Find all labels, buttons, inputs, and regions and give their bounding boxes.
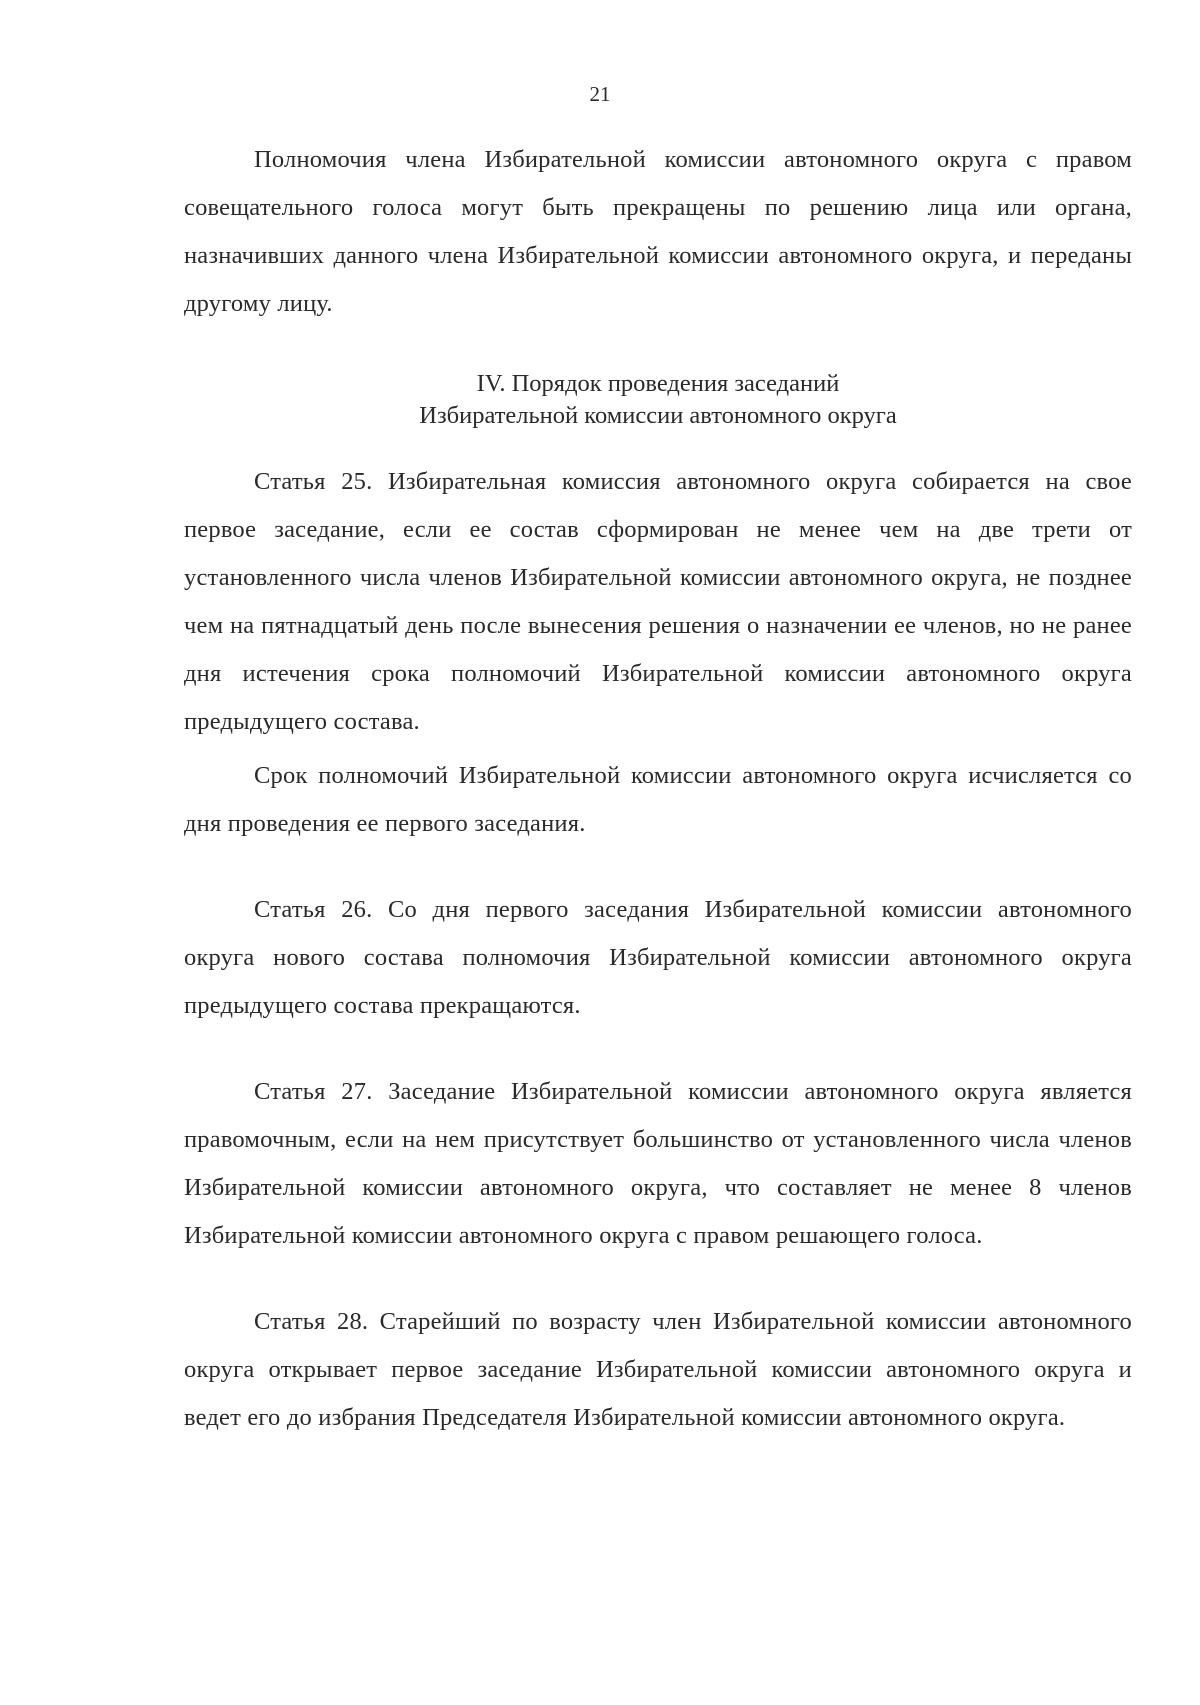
page-number: 21: [589, 82, 611, 106]
article-26: Статья 26. Со дня первого заседания Избирательной комиссии автономного округа нового состава полномочия Избирательной комиссии автономного округа предыдущего состава прекращаются.: [184, 896, 1132, 1019]
section-heading-line-1: IV. Порядок проведения заседаний: [476, 370, 840, 397]
article-25-paragraph-1: Статья 25. Избирательная комиссия автономного округа собирается на свое первое заседание, если ее состав сформирован не менее чем на две трети от установленного числа членов Избирательной комиссии автономного округа, не позднее чем на пятнадцатый день после вынесения решения о назначении ее членов, но не ранее дня истечения срока полномочий Избирательной комиссии автономного округа предыдущего состава.: [184, 468, 1132, 735]
article-27: Статья 27. Заседание Избирательной комиссии автономного округа является правомочным, если на нем присутствует большинство от установленного числа членов Избирательной комиссии автономного округа, что составляет не менее 8 членов Избирательной комиссии автономного округа с правом решающего голоса.: [184, 1078, 1132, 1249]
article-25-paragraph-2: Срок полномочий Избирательной комиссии автономного округа исчисляется со дня проведения ее первого заседания.: [184, 762, 1132, 837]
article-28: Статья 28. Старейший по возрасту член Избирательной комиссии автономного округа открывает первое заседание Избирательной комиссии автономного округа и ведет его до избрания Председателя Избирательной комиссии автономного округа.: [184, 1308, 1132, 1431]
section-heading: [184, 368, 1132, 432]
document-body: [184, 136, 1132, 1442]
paragraph-member-powers: Полномочия члена Избирательной комиссии автономного округа с правом совещательного голоса могут быть прекращены по решению лица или органа, назначивших данного члена Избирательной комиссии автономного округа, и переданы другому лицу.: [184, 146, 1132, 317]
section-heading-line-2: Избирательной комиссии автономного округа: [419, 402, 897, 429]
